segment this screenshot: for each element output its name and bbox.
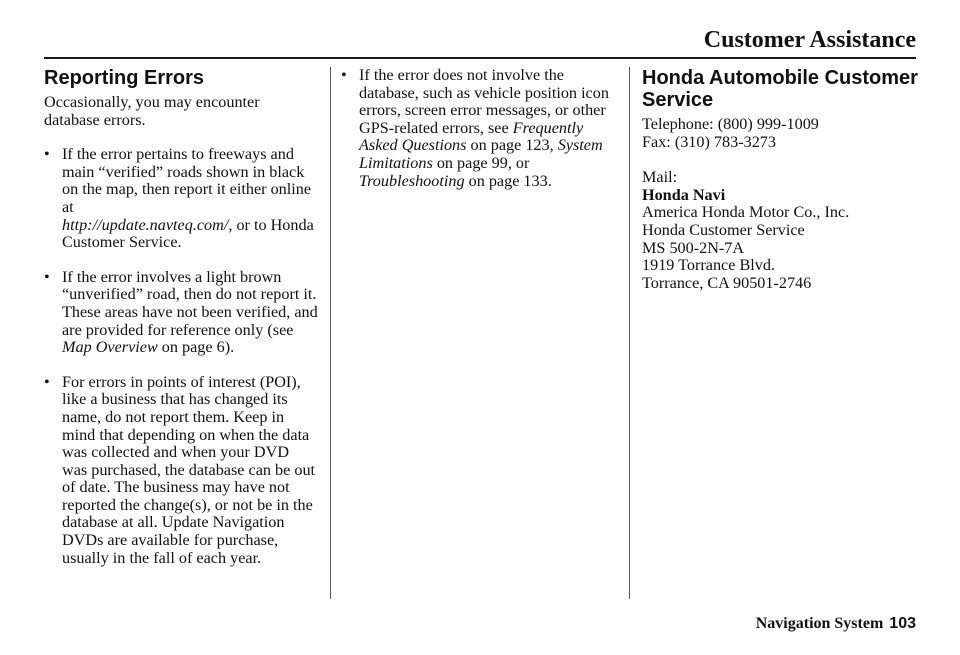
spacer	[642, 151, 918, 169]
bullet-text: on page 133.	[468, 171, 552, 190]
address-line: MS 500-2N-7A	[642, 238, 745, 257]
column-divider	[629, 67, 630, 599]
right-column	[642, 67, 918, 292]
left-column	[44, 67, 318, 584]
page-title: Customer Assistance	[703, 27, 916, 53]
troubleshooting-reference: Troubleshooting	[359, 171, 465, 190]
mail-label: Mail:	[642, 168, 678, 187]
bullet-item-poi	[44, 374, 318, 568]
telephone-line: Telephone: (800) 999-1009	[642, 115, 819, 133]
fax-line: Fax: (310) 783-3273	[642, 132, 776, 151]
bullet-item-non-database	[341, 67, 619, 190]
column-divider	[330, 67, 331, 599]
section-heading-customer-service: Honda Automobile Customer Service	[642, 67, 918, 111]
navteq-link[interactable]: http://update.navteq.com/	[62, 215, 229, 234]
bullet-item-freeways	[44, 146, 318, 252]
page-header	[44, 24, 916, 59]
page-number: 103	[889, 615, 916, 632]
bullet-text: If the error involves a light brown “unverified” road, then do not report it. These areas have not been verified, and are provided for reference only (see	[62, 267, 318, 339]
address-line: America Honda Motor Co., Inc.	[642, 203, 850, 222]
faq-reference: Frequently Asked Questions	[359, 118, 584, 155]
bullet-text: For errors in points of interest (POI), like a business that has changed its name, do not report them. Keep in mind that depending on when the data was collected and when your DVD was purchased, the database can be out of date. The business may have not reported the change(s), or not be in the database at all. Update Navigation DVDs are available for purchase, usually in the fall of each year.	[62, 372, 316, 567]
intro-paragraph: Occasionally, you may encounter database errors.	[44, 93, 260, 129]
bullet-text: If the error does not involve the database, such as vehicle position icon errors, screen error messages, or other GPS-related errors, see	[359, 66, 609, 137]
addressee: Honda Navi	[642, 185, 726, 204]
bullet-text: , or to Honda Customer Service.	[62, 215, 314, 252]
system-limitations-reference: System Limitations	[359, 136, 603, 172]
map-overview-reference: Map Overview	[62, 338, 158, 357]
address-line: 1919 Torrance Blvd.	[642, 256, 775, 275]
bullet-text: on page 6).	[161, 338, 235, 357]
bullet-text: If the error pertains to freeways and main “verified” roads shown in black on the map, then report it either online at	[62, 145, 312, 216]
footer-system-name: Navigation System	[755, 615, 884, 632]
bullet-list-left	[44, 146, 318, 567]
address-line: Honda Customer Service	[642, 220, 805, 239]
section-heading-reporting-errors: Reporting Errors	[44, 67, 205, 89]
bullet-text: on page 123,	[470, 136, 554, 155]
address-line: Torrance, CA 90501-2746	[642, 273, 812, 292]
bullet-text: on page 99, or	[436, 153, 530, 172]
page-footer	[756, 615, 916, 633]
bullet-item-unverified	[44, 269, 318, 357]
bullet-list-middle	[341, 67, 619, 190]
middle-column	[341, 67, 619, 207]
